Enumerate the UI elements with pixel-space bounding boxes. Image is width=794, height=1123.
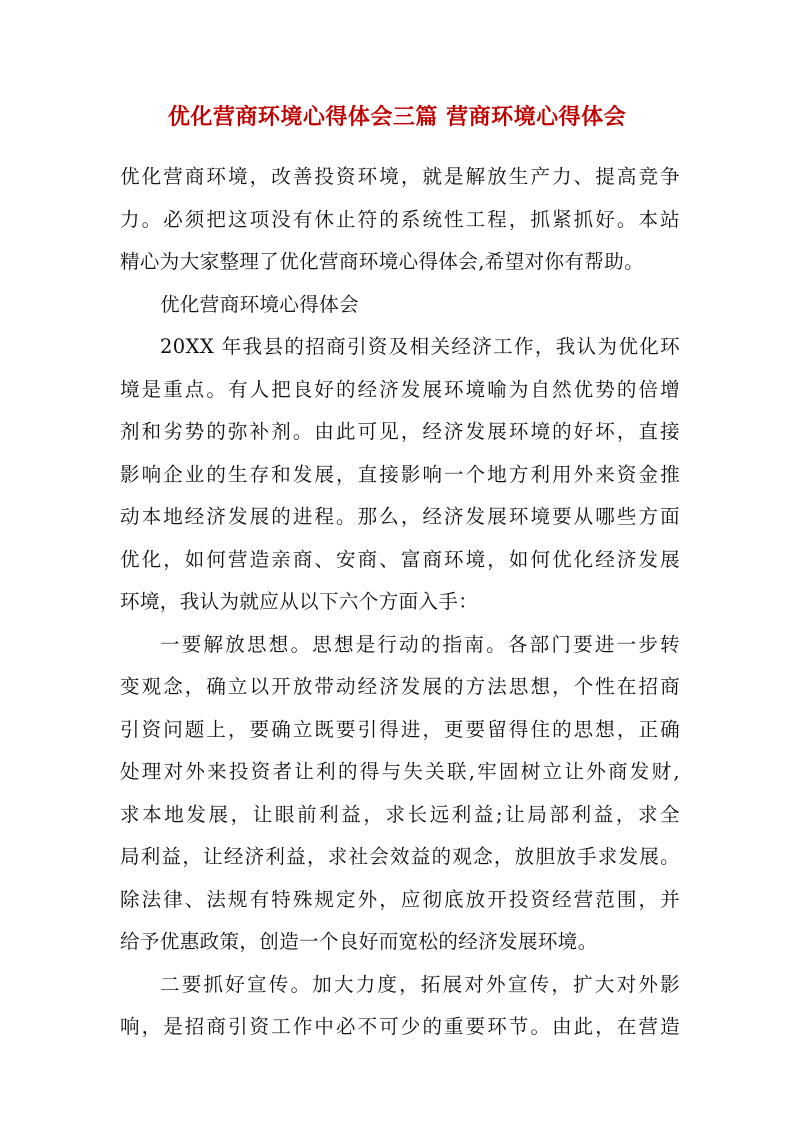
document-body — [120, 162, 680, 1055]
paragraph-line: 影响企业的生存和发展，直接影响一个地方利用外来资金推 — [120, 462, 680, 486]
paragraph-line: 处理对外来投资者让利的得与失关联,牢固树立让外商发财, — [120, 760, 680, 783]
paragraph-line: 除法律、法规有特殊规定外，应彻底放开投资经营范围，并 — [120, 887, 680, 911]
paragraph-line: 给予优惠政策，创造一个良好而宽松的经济发展环境。 — [120, 930, 598, 953]
paragraph-line: 一要解放思想。思想是行动的指南。各部门要进一步转 — [160, 632, 680, 656]
paragraph-line: 局利益，让经济利益，求社会效益的观念，放胆放手求发展。 — [120, 845, 680, 868]
section-heading: 优化营商环境心得体会 — [160, 292, 360, 316]
paragraph-line: 引资问题上，要确立既要引得进，更要留得住的思想，正确 — [120, 717, 680, 741]
paragraph-line: 剂和劣势的弥补剂。由此可见，经济发展环境的好坏，直接 — [120, 420, 680, 443]
paragraph-line: 二要抓好宣传。加大力度，拓展对外宣传，扩大对外影 — [160, 972, 680, 996]
paragraph-line: 境是重点。有人把良好的经济发展环境喻为自然优势的倍增 — [120, 377, 680, 401]
paragraph-line: 动本地经济发展的进程。那么，经济发展环境要从哪些方面 — [120, 505, 680, 528]
paragraph-line: 变观念，确立以开放带动经济发展的方法思想，个性在招商 — [120, 675, 680, 698]
paragraph-line: 20XX 年我县的招商引资及相关经济工作，我认为优化环 — [160, 335, 680, 358]
paragraph-line: 响，是招商引资工作中必不可少的重要环节。由此，在营造 — [120, 1015, 680, 1038]
paragraph-line: 求本地发展，让眼前利益，求长远利益;让局部利益，求全 — [120, 802, 680, 826]
paragraph-line: 环境，我认为就应从以下六个方面入手： — [120, 590, 479, 613]
paragraph-line: 精心为大家整理了优化营商环境心得体会,希望对你有帮助。 — [120, 250, 644, 273]
paragraph-line: 力。必须把这项没有休止符的系统性工程，抓紧抓好。本站 — [120, 207, 680, 231]
document-title: 优化营商环境心得体会三篇 营商环境心得体会 — [167, 104, 627, 130]
paragraph-line: 优化，如何营造亲商、安商、富商环境，如何优化经济发展 — [120, 547, 680, 571]
paragraph-line: 优化营商环境，改善投资环境，就是解放生产力、提高竞争 — [120, 165, 680, 188]
